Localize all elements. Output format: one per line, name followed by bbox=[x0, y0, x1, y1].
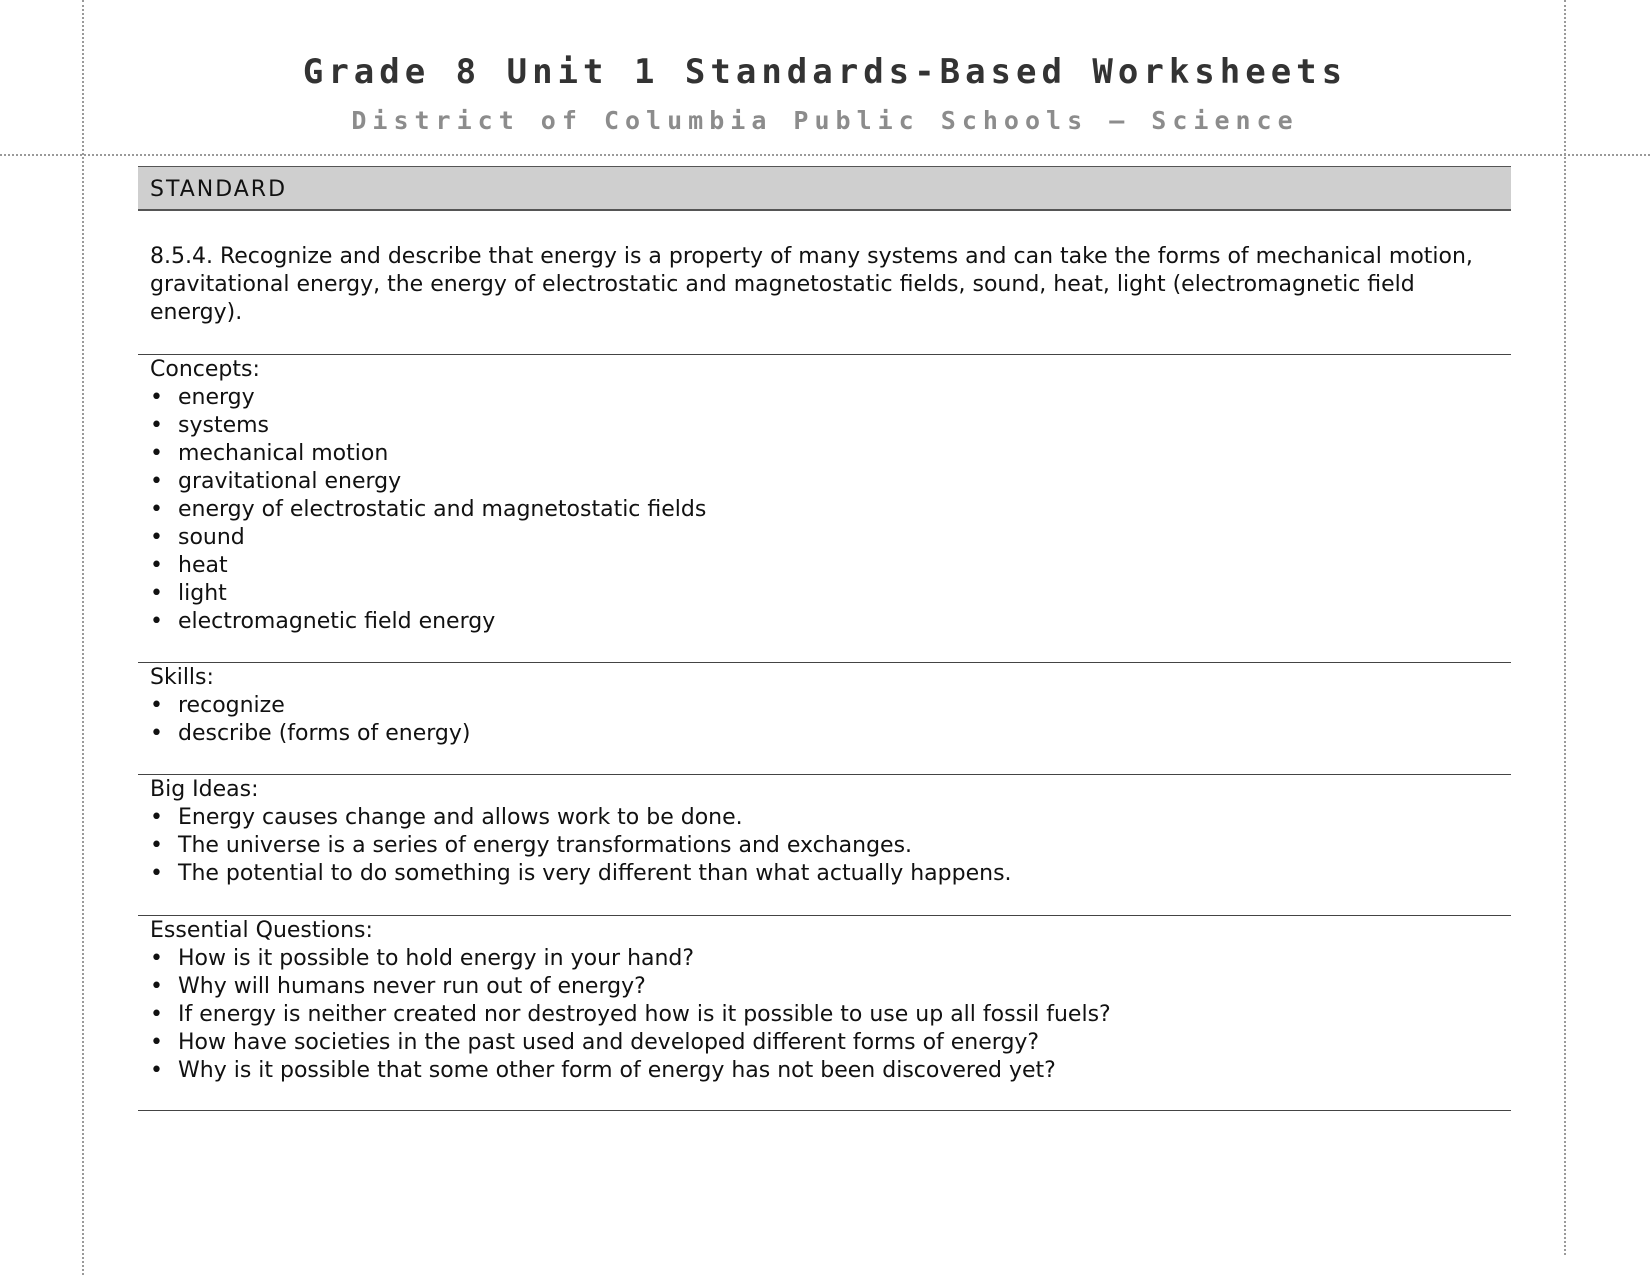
essential-questions-label: Essential Questions: bbox=[150, 918, 373, 943]
list-item bbox=[150, 832, 1500, 860]
list-item-text: If energy is neither created nor destroyed how is it possible to use up all fossil fuels? bbox=[178, 1002, 1111, 1027]
standard-text: 8.5.4. Recognize and describe that energy is a property of many systems and can take the forms of mechanical motion, gravitational energy, the energy of electrostatic and magnetostatic fields, sound, heat, light (electromagnetic field energy). bbox=[150, 244, 1473, 325]
list-item-text: How is it possible to hold energy in your hand? bbox=[178, 946, 695, 971]
list-item bbox=[150, 804, 1500, 832]
bullet-icon: • bbox=[150, 833, 163, 858]
list-item-text: The potential to do something is very different than what actually happens. bbox=[178, 861, 1012, 886]
bullet-icon: • bbox=[150, 693, 163, 718]
divider bbox=[138, 774, 1511, 775]
list-item-text: gravitational energy bbox=[178, 469, 402, 494]
divider bbox=[138, 662, 1511, 663]
page-subtitle: District of Columbia Public Schools — Science bbox=[351, 106, 1299, 135]
bullet-icon: • bbox=[150, 946, 163, 971]
list-item bbox=[150, 412, 1500, 440]
bullet-icon: • bbox=[150, 1002, 163, 1027]
list-item bbox=[150, 1057, 1500, 1085]
bullet-icon: • bbox=[150, 497, 163, 522]
list-item-text: light bbox=[178, 581, 227, 606]
list-item-text: heat bbox=[178, 553, 228, 578]
skills-list bbox=[150, 692, 1500, 748]
list-item-text: mechanical motion bbox=[178, 441, 389, 466]
concepts-section bbox=[150, 356, 1500, 636]
standard-heading-bar bbox=[138, 166, 1511, 211]
list-item-text: describe (forms of energy) bbox=[178, 721, 471, 746]
skills-label: Skills: bbox=[150, 665, 214, 690]
list-item-text: electromagnetic field energy bbox=[178, 609, 496, 634]
bullet-icon: • bbox=[150, 581, 163, 606]
bullet-icon: • bbox=[150, 805, 163, 830]
list-item bbox=[150, 720, 1500, 748]
left-margin-guide bbox=[82, 0, 84, 1275]
list-item-text: How have societies in the past used and developed different forms of energy? bbox=[178, 1030, 1040, 1055]
list-item bbox=[150, 468, 1500, 496]
bullet-icon: • bbox=[150, 553, 163, 578]
list-item bbox=[150, 692, 1500, 720]
bullet-icon: • bbox=[150, 861, 163, 886]
bullet-icon: • bbox=[150, 385, 163, 410]
list-item-text: energy bbox=[178, 385, 255, 410]
bullet-icon: • bbox=[150, 974, 163, 999]
list-item-text: The universe is a series of energy transformations and exchanges. bbox=[178, 833, 913, 858]
bullet-icon: • bbox=[150, 413, 163, 438]
right-margin-guide bbox=[1564, 0, 1566, 1255]
bullet-icon: • bbox=[150, 441, 163, 466]
list-item bbox=[150, 580, 1500, 608]
bullet-icon: • bbox=[150, 525, 163, 550]
list-item bbox=[150, 1001, 1500, 1029]
list-item bbox=[150, 1029, 1500, 1057]
skills-section bbox=[150, 664, 1500, 748]
list-item-text: recognize bbox=[178, 693, 285, 718]
header-separator-guide bbox=[0, 154, 1650, 156]
bullet-icon: • bbox=[150, 1030, 163, 1055]
big-ideas-list bbox=[150, 804, 1500, 888]
bullet-icon: • bbox=[150, 609, 163, 634]
list-item-text: Why will humans never run out of energy? bbox=[178, 974, 646, 999]
list-item-text: Energy causes change and allows work to be done. bbox=[178, 805, 743, 830]
list-item bbox=[150, 524, 1500, 552]
bullet-icon: • bbox=[150, 469, 163, 494]
bullet-icon: • bbox=[150, 1058, 163, 1083]
bullet-icon: • bbox=[150, 721, 163, 746]
list-item bbox=[150, 973, 1500, 1001]
divider bbox=[138, 915, 1511, 916]
big-ideas-section bbox=[150, 776, 1500, 888]
list-item bbox=[150, 608, 1500, 636]
list-item bbox=[150, 496, 1500, 524]
divider bbox=[138, 1110, 1511, 1111]
list-item bbox=[150, 552, 1500, 580]
list-item bbox=[150, 440, 1500, 468]
list-item bbox=[150, 384, 1500, 412]
standard-section bbox=[150, 243, 1500, 327]
list-item-text: systems bbox=[178, 413, 269, 438]
big-ideas-label: Big Ideas: bbox=[150, 777, 259, 802]
standard-heading: STANDARD bbox=[150, 177, 288, 202]
concepts-label: Concepts: bbox=[150, 357, 260, 382]
list-item-text: energy of electrostatic and magnetostatic fields bbox=[178, 497, 707, 522]
list-item-text: sound bbox=[178, 525, 245, 550]
list-item-text: Why is it possible that some other form of energy has not been discovered yet? bbox=[178, 1058, 1056, 1083]
page-title: Grade 8 Unit 1 Standards-Based Worksheets bbox=[302, 52, 1348, 92]
essential-questions-list bbox=[150, 945, 1500, 1085]
concepts-list bbox=[150, 384, 1500, 636]
list-item bbox=[150, 860, 1500, 888]
essential-questions-section bbox=[150, 917, 1500, 1085]
list-item bbox=[150, 945, 1500, 973]
divider bbox=[138, 354, 1511, 355]
